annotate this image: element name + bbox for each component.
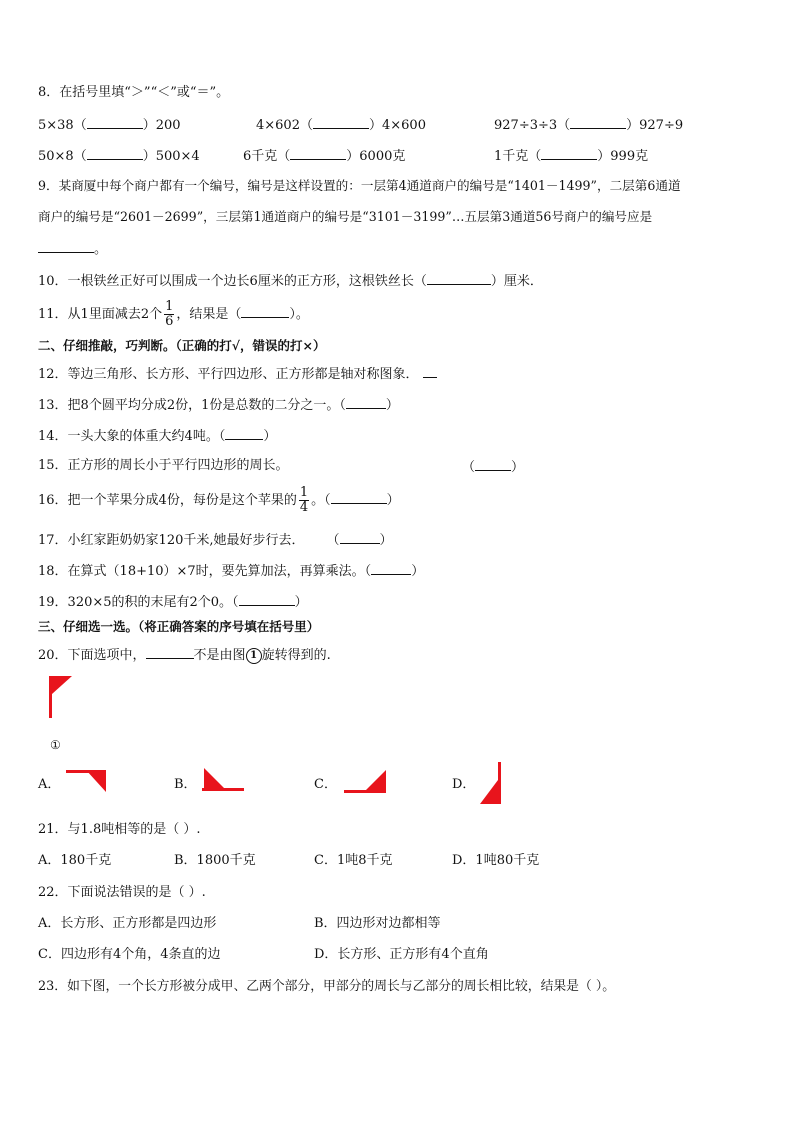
q8-item-1: 5×38（ ）200 — [38, 115, 181, 135]
q20-option-c-label[interactable]: C． — [314, 777, 337, 792]
q14: 14．一头大象的体重大约4吨。（ ） — [38, 426, 276, 446]
q21-option-d[interactable]: D．1吨80千克 — [452, 853, 540, 868]
answer-blank[interactable] — [313, 115, 369, 129]
q22-option-d[interactable]: D．长方形、正方形有4个直角 — [314, 947, 489, 962]
answer-blank[interactable] — [570, 115, 626, 129]
answer-blank[interactable] — [346, 395, 386, 409]
q8-item-2: 4×602（ ）4×600 — [256, 115, 426, 135]
answer-blank[interactable] — [331, 490, 387, 504]
q17: 17．小红家距奶奶家120千米,她最好步行去． （ ） — [38, 530, 393, 550]
q21-option-c[interactable]: C．1吨8千克 — [314, 853, 393, 868]
q12: 12．等边三角形、长方形、平行四边形、正方形都是轴对称图象． — [38, 364, 437, 384]
circled-number: 1 — [246, 648, 262, 664]
answer-blank[interactable] — [87, 115, 143, 129]
q8-item-4: 50×8（ ）500×4 — [38, 146, 200, 166]
q19: 19．320×5的积的末尾有2个0。（ ） — [38, 592, 308, 612]
section-2-heading: 二、仔细推敲，巧判断。（正确的打√，错误的打×） — [38, 338, 326, 353]
fraction: $\frac{1}{6}$ — [165, 299, 174, 329]
option-d-figure[interactable] — [476, 760, 506, 806]
flag-pole — [49, 676, 52, 718]
q21-prompt: 21．与1.8吨相等的是（ ）. — [38, 822, 201, 837]
option-a-figure[interactable] — [64, 768, 110, 796]
q8-item-5: 6千克（ ）6000克 — [243, 146, 405, 166]
section-3-heading: 三、仔细选一选。（将正确答案的序号填在括号里） — [38, 619, 320, 634]
q15: 15．正方形的周长小于平行四边形的周长。 — [38, 458, 289, 473]
q15-answer: （ ） — [462, 457, 524, 477]
flag-figure-1 — [44, 674, 78, 720]
answer-blank[interactable] — [475, 457, 511, 471]
answer-blank[interactable] — [225, 426, 263, 440]
answer-blank[interactable] — [427, 271, 491, 285]
q22-prompt: 22．下面说法错误的是（ ）. — [38, 885, 206, 900]
option-c-figure[interactable] — [342, 768, 390, 796]
q22-option-a[interactable]: A．长方形、正方形都是四边形 — [38, 916, 217, 931]
answer-blank[interactable] — [541, 146, 597, 160]
figure-label: ① — [50, 738, 61, 752]
q9-line3: 。 — [38, 239, 107, 259]
q22-option-b[interactable]: B．四边形对边都相等 — [314, 916, 441, 931]
q20: 20．下面选项中， 不是由图 1 旋转得到的. — [38, 645, 331, 665]
q18: 18．在算式（18+10）×7时，要先算加法，再算乘法。（ ） — [38, 561, 424, 581]
answer-blank[interactable] — [87, 146, 143, 160]
q20-option-b-label[interactable]: B． — [174, 777, 197, 792]
answer-blank[interactable] — [38, 239, 94, 253]
q8-item-6: 1千克（ ）999克 — [494, 146, 648, 166]
answer-blank[interactable] — [340, 530, 380, 544]
answer-blank[interactable] — [239, 592, 295, 606]
answer-blank[interactable] — [371, 561, 411, 575]
flag-triangle — [52, 676, 72, 694]
answer-blank[interactable] — [290, 146, 346, 160]
fraction: $\frac{1}{4}$ — [299, 485, 309, 515]
answer-blank[interactable] — [423, 364, 437, 378]
answer-blank[interactable] — [241, 304, 289, 318]
answer-blank[interactable] — [146, 645, 194, 659]
q9-line1: 9．某商厦中每个商户都有一个编号，编号是这样设置的：一层第4通道商户的编号是“1401－1499”，二层第6通道 — [38, 178, 681, 193]
option-b-figure[interactable] — [200, 766, 248, 794]
q10: 10．一根铁丝正好可以围成一个边长6厘米的正方形，这根铁丝长（ ）厘米． — [38, 271, 543, 291]
q9-line2: 商户的编号是“2601－2699”，三层第1通道商户的编号是“3101－3199”…五层第3通道56号商户的编号应是 — [38, 209, 653, 224]
q21-option-b[interactable]: B．1800千克 — [174, 853, 256, 868]
q20-option-d-label[interactable]: D． — [452, 777, 476, 792]
q22-option-c[interactable]: C．四边形有4个角，4条直的边 — [38, 947, 221, 962]
q23-prompt: 23．如下图，一个长方形被分成甲、乙两个部分，甲部分的周长与乙部分的周长相比较，结果是（ ）。 — [38, 979, 616, 994]
q8-item-3: 927÷3÷3（ ）927÷9 — [494, 115, 683, 135]
q13: 13．把8个圆平均分成2份，1份是总数的二分之一。（ ） — [38, 395, 399, 415]
q8-prompt: 8．在括号里填“＞”“＜”或“＝”。 — [38, 85, 230, 100]
q11: 11．从1里面减去2个 $\frac{1}{6}$ ，结果是（ ）。 — [38, 299, 309, 329]
q21-option-a[interactable]: A．180千克 — [38, 853, 112, 868]
q16: 16．把一个苹果分成4份，每份是这个苹果的 $\frac{1}{4}$ 。（ ） — [38, 485, 400, 515]
q20-option-a-label[interactable]: A． — [38, 777, 61, 792]
